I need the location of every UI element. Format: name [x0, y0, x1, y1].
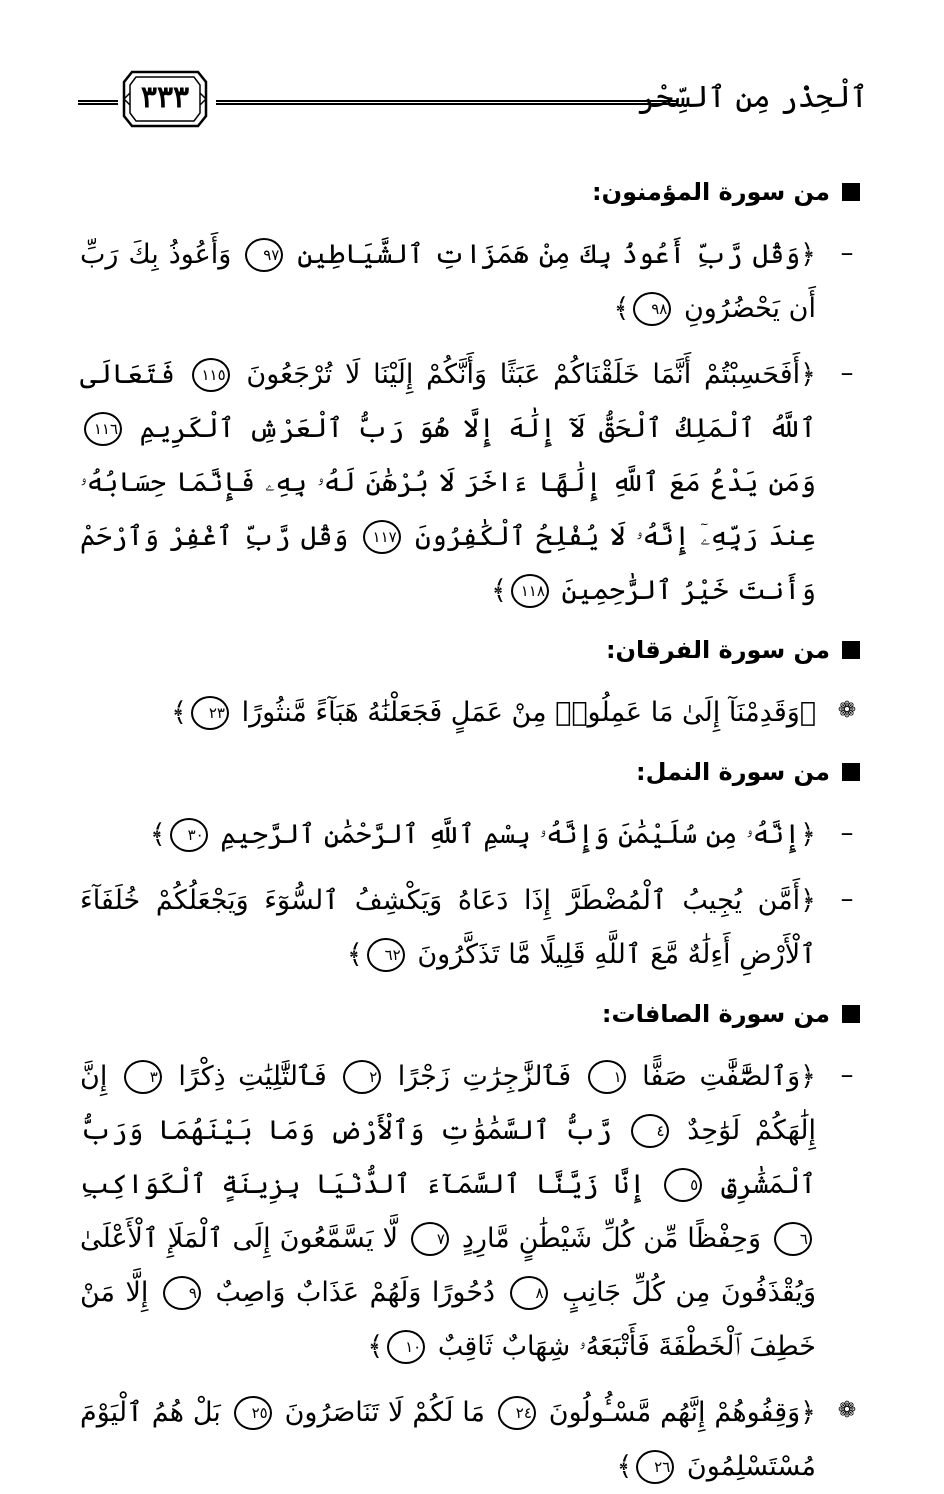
- open-bracket: ﴿: [800, 239, 816, 270]
- close-bracket: ﴾: [613, 293, 630, 324]
- open-bracket: ﴿: [800, 819, 816, 850]
- dash-bullet: –: [840, 358, 854, 388]
- ayah-number: ٥: [664, 1168, 702, 1202]
- square-bullet-icon: [842, 183, 860, 201]
- verse-text: إِلَّا مَنْ خَطِفَ ٱلْخَطْفَةَ فَأَتْبَعَهُۥ شِهَابٌ ثَاقِبٌ: [80, 1277, 816, 1362]
- dash-bullet: –: [840, 818, 854, 848]
- verse-text: وَمَن يَدْعُ مَعَ ٱللَّهِ إِلَٰهًا ءَاخَرَ لَا بُرْهَٰنَ لَهُۥ بِهِۦ فَإِنَّمَا حِسَابُهُۥ عِندَ رَبِّهِۦٓ إِنَّهُۥ لَا يُفْلِحُ ٱلْكَٰفِرُونَ: [80, 467, 816, 552]
- verse-entry: [80, 1050, 860, 1374]
- ayah-number: ٩٨: [633, 292, 671, 326]
- verse-text: إِنَّا زَيَّنَّا ٱلسَّمَآءَ ٱلدُّنْيَا بِزِينَةٍ ٱلْكَوَاكِبِ: [80, 1169, 646, 1200]
- ayah-number: ٧: [411, 1222, 449, 1256]
- verse-text: وَٱلصَّٰٓفَّٰتِ صَفًّا: [642, 1061, 801, 1092]
- close-bracket: ﴾: [346, 939, 363, 970]
- verse-text: فَٱلتَّٰلِيَٰتِ ذِكْرًا: [178, 1061, 327, 1092]
- ayah-number: ٢٣: [191, 696, 229, 730]
- page-header: [78, 62, 868, 138]
- square-bullet-icon: [842, 641, 860, 659]
- header-rule-left: [78, 100, 118, 105]
- open-bracket: ﴿: [800, 885, 816, 916]
- dash-bullet: –: [840, 1060, 854, 1090]
- section-heading: [80, 628, 860, 672]
- verse-entry: [80, 808, 860, 862]
- ayah-number: ٣٠: [170, 818, 208, 852]
- flower-bullet-icon: ❁: [837, 698, 857, 723]
- verse-text: وَقُل رَّبِّ ٱغْفِرْ وَٱرْحَمْ وَأَنتَ خَيْرُ ٱلرَّٰحِمِينَ: [80, 521, 816, 606]
- section-heading-text: من سورة الفرقان:: [605, 636, 830, 664]
- quran-verse: [80, 348, 816, 618]
- verse-text: رَّبُّ ٱلسَّمَٰوَٰتِ وَٱلْأَرْضِ وَمَا بَيْنَهُمَا وَرَبُّ ٱلْمَشَٰرِقِ: [80, 1115, 816, 1200]
- dash-bullet: –: [840, 884, 854, 914]
- ayah-number: ١٠: [387, 1330, 425, 1364]
- verse-text: وَقِفُوهُمْ إِنَّهُم مَّسْـُٔولُونَ: [548, 1397, 801, 1428]
- verse-entry: [80, 348, 860, 618]
- ayah-number: ١١٧: [363, 520, 401, 554]
- ayah-number: ١١٨: [511, 574, 549, 608]
- page-number: ٣٣٣: [140, 80, 190, 115]
- verse-text: لَّا يَسَّمَّعُونَ إِلَى ٱلْمَلَإِ ٱلْأَعْلَىٰ وَيُقْذَفُونَ مِن كُلِّ جَانِبٍ: [80, 1223, 816, 1308]
- verse-text: دُحُورًا وَلَهُمْ عَذَابٌ وَاصِبٌ: [215, 1277, 496, 1308]
- verse-text: وَحِفْظًا مِّن كُلِّ شَيْطَٰنٍ مَّارِدٍ: [461, 1223, 762, 1254]
- quran-verse: [80, 1050, 816, 1374]
- ayah-number: ٢٤: [498, 1396, 536, 1430]
- book-title: ٱلْحِذْر مِن ٱلسِّحْر: [637, 80, 868, 115]
- verse-text: بَلْ هُمُ ٱلْيَوْمَ مُسْتَسْلِمُونَ: [80, 1397, 816, 1482]
- ayah-number: ٦: [774, 1222, 812, 1256]
- open-bracket: ﴿: [799, 697, 816, 728]
- header-rule-main: [216, 100, 678, 105]
- ayah-number: ٢٦: [636, 1450, 674, 1484]
- section-heading-text: من سورة الصافات:: [601, 1000, 830, 1028]
- flower-bullet-icon: ❁: [837, 1398, 857, 1423]
- quran-verse: [80, 874, 816, 982]
- section-heading: [80, 750, 860, 794]
- section-heading-text: من سورة المؤمنون:: [592, 178, 830, 206]
- close-bracket: ﴾: [171, 697, 187, 728]
- ayah-number: ٦٢: [367, 938, 405, 972]
- section-heading: [80, 170, 860, 214]
- ayah-number: ٣: [124, 1060, 162, 1094]
- verse-text: وَأَعُوذُ بِكَ رَبِّ أَن يَحْضُرُونِ: [80, 239, 816, 324]
- close-bracket: ﴾: [491, 575, 507, 606]
- verse-entry: [80, 686, 860, 740]
- verse-entry: [80, 874, 860, 982]
- verse-text: أَمَّن يُجِيبُ ٱلْمُضْطَرَّ إِذَا دَعَاهُ وَيَكْشِفُ ٱلسُّوٓءَ وَيَجْعَلُكُمْ خُلَفَآءَ ٱلْأَرْضِ أَءِلَٰهٌ مَّعَ ٱللَّهِ قَلِيلًا مَّا تَذَكَّرُونَ: [80, 885, 816, 970]
- verse-entry: [80, 1386, 860, 1494]
- verse-text: فَٱلزَّٰجِرَٰتِ زَجْرًا: [397, 1061, 572, 1092]
- square-bullet-icon: [842, 1005, 860, 1023]
- page-number-frame: [122, 68, 208, 130]
- verse-text: أَفَحَسِبْتُمْ أَنَّمَا خَلَقْنَاكُمْ عَبَثًا وَأَنَّكُمْ إِلَيْنَا لَا تُرْجَعُونَ: [246, 359, 801, 390]
- verse-text: مَا لَكُمْ لَا تَنَاصَرُونَ: [284, 1397, 485, 1428]
- ayah-number: ٩: [163, 1276, 201, 1310]
- open-bracket: ﴿: [800, 1397, 816, 1428]
- close-bracket: ﴾: [149, 819, 166, 850]
- page-content: [80, 170, 860, 1494]
- verse-text: إِنَّهُۥ مِن سُلَيْمَٰنَ وَإِنَّهُۥ بِسْمِ ٱللَّهِ ٱلرَّحْمَٰنِ ٱلرَّحِيمِ: [220, 819, 801, 850]
- open-bracket: ﴿: [800, 1061, 816, 1092]
- verse-text: إِنَّ إِلَٰهَكُمْ لَوَٰحِدٌ: [80, 1061, 816, 1146]
- close-bracket: ﴾: [616, 1451, 633, 1482]
- ayah-number: ٢: [343, 1060, 381, 1094]
- close-bracket: ﴾: [367, 1331, 384, 1362]
- section-heading: [80, 992, 860, 1036]
- open-bracket: ﴿: [800, 359, 816, 390]
- ayah-number: ١: [588, 1060, 626, 1094]
- verse-text: فَتَعَالَى ٱللَّهُ ٱلْمَلِكُ ٱلْحَقُّ لَآ إِلَٰهَ إِلَّا هُوَ رَبُّ ٱلْعَرْشِ ٱلْكَرِيمِ: [80, 359, 816, 444]
- ayah-number: ٤: [631, 1114, 669, 1148]
- dash-bullet: –: [840, 238, 854, 268]
- square-bullet-icon: [842, 763, 860, 781]
- quran-verse: [80, 1386, 816, 1494]
- ayah-number: ٢٥: [234, 1396, 272, 1430]
- verse-text: وَقُل رَّبِّ أَعُوذُ بِكَ مِنْ هَمَزَاتِ ٱلشَّيَاطِينِ: [297, 239, 801, 270]
- verse-text: وَقَدِمْنَآ إِلَىٰ مَا عَمِلُوا۟ مِنْ عَمَلٍ فَجَعَلْنَٰهُ هَبَآءً مَّنثُورًا: [241, 697, 800, 728]
- quran-verse: [80, 686, 816, 740]
- ayah-number: ٨: [510, 1276, 548, 1310]
- quran-verse: [80, 228, 816, 336]
- section-heading-text: من سورة النمل:: [636, 758, 830, 786]
- quran-verse: [80, 808, 816, 862]
- ayah-number: ١١٥: [192, 358, 230, 392]
- verse-entry: [80, 228, 860, 336]
- ayah-number: ١١٦: [84, 412, 122, 446]
- ayah-number: ٩٧: [245, 238, 283, 272]
